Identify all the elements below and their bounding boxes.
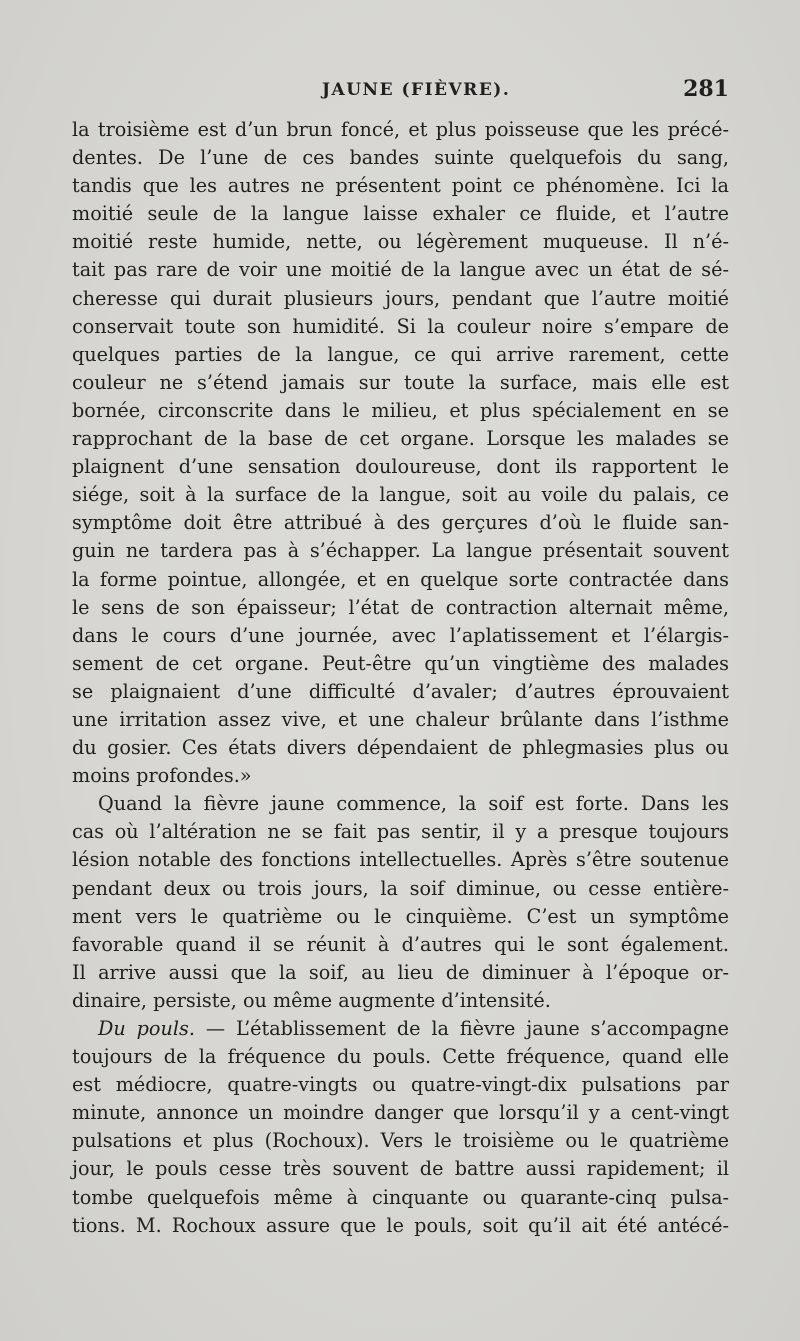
text-line: cas où l’altération ne se fait pas sentir, il y a presque toujours xyxy=(72,820,729,844)
paragraph-pouls xyxy=(72,1015,729,1240)
page-number: 281 xyxy=(683,76,729,102)
paragraph-langue xyxy=(72,116,729,790)
paragraph-soif xyxy=(72,790,729,1015)
text-line: cheresse qui durait plusieurs jours, pendant que l’autre moitié xyxy=(72,286,729,310)
text-line: conservait toute son humidité. Si la couleur noire s’empare de xyxy=(72,314,729,338)
text-line: moins profondes.» xyxy=(72,764,252,788)
text-line: lésion notable des fonctions intellectuelles. Après s’être soutenue xyxy=(72,848,729,872)
text-line: se plaignaient d’une difficulté d’avaler; d’autres éprouvaient xyxy=(72,679,729,703)
text-line: dentes. De l’une de ces bandes suinte quelquefois du sang, xyxy=(72,146,729,170)
text-line: rapprochant de la base de cet organe. Lorsque les malades se xyxy=(72,427,729,451)
text-line: du gosier. Ces états divers dépendaient de phlegmasies plus ou xyxy=(72,736,729,760)
running-head: JAUNE (FIÈVRE). xyxy=(322,80,511,100)
text-line: minute, annonce un moindre danger que lorsqu’il y a cent-vingt xyxy=(72,1101,729,1125)
text-line: guin ne tardera pas à s’échapper. La langue présentait souvent xyxy=(72,539,729,563)
text-line: dans le cours d’une journée, avec l’aplatissement et l’élargis- xyxy=(72,623,729,647)
section-lead-rest: — L’établissement de la fièvre jaune s’accompagne xyxy=(194,1017,729,1040)
text-line: toujours de la fréquence du pouls. Cette fréquence, quand elle xyxy=(72,1045,729,1069)
text-line: une irritation assez vive, et une chaleur brûlante dans l’isthme xyxy=(72,707,729,731)
text-line: ment vers le quatrième ou le cinquième. C’est un symptôme xyxy=(72,904,729,928)
text-line: Il arrive aussi que la soif, au lieu de diminuer à l’époque or- xyxy=(72,960,729,984)
page-header xyxy=(72,78,729,108)
text-line: moitié seule de la langue laisse exhaler ce fluide, et l’autre xyxy=(72,202,729,226)
text-line: dinaire, persiste, ou même augmente d’intensité. xyxy=(72,988,551,1012)
text-line: quelques parties de la langue, ce qui arrive rarement, cette xyxy=(72,342,729,366)
text-line: la forme pointue, allongée, et en quelque sorte contractée dans xyxy=(72,567,729,591)
text-line: pendant deux ou trois jours, la soif diminue, ou cesse entière- xyxy=(72,876,729,900)
section-lead: Du pouls. xyxy=(98,1017,195,1040)
text-line: Quand la fièvre jaune commence, la soif est forte. Dans les xyxy=(98,792,729,816)
text-line: jour, le pouls cesse très souvent de battre aussi rapidement; il xyxy=(72,1157,729,1181)
text-line: le sens de son épaisseur; l’état de contraction alternait même, xyxy=(72,595,729,619)
text-line: symptôme doit être attribué à des gerçures d’où le fluide san- xyxy=(72,511,729,535)
body-text xyxy=(72,116,729,1240)
text-line: plaignent d’une sensation douloureuse, dont ils rapportent le xyxy=(72,455,729,479)
text-line: tandis que les autres ne présentent point ce phénomène. Ici la xyxy=(72,174,729,198)
text-line: couleur ne s’étend jamais sur toute la surface, mais elle est xyxy=(72,370,729,394)
text-line: bornée, circonscrite dans le milieu, et plus spécialement en se xyxy=(72,398,729,422)
text-line xyxy=(72,1015,729,1043)
text-line: tait pas rare de voir une moitié de la langue avec un état de sé- xyxy=(72,258,729,282)
text-line: siége, soit à la surface de la langue, soit au voile du palais, ce xyxy=(72,483,729,507)
text-line: sement de cet organe. Peut-être qu’un vingtième des malades xyxy=(72,651,729,675)
text-line: la troisième est d’un brun foncé, et plus poisseuse que les précé- xyxy=(72,118,729,141)
text-line: moitié reste humide, nette, ou légèrement muqueuse. Il n’é- xyxy=(72,230,729,254)
text-line: favorable quand il se réunit à d’autres qui le sont également. xyxy=(72,932,729,956)
text-line: tombe quelquefois même à cinquante ou quarante-cinq pulsa- xyxy=(72,1185,729,1209)
text-line: est médiocre, quatre-vingts ou quatre-vingt-dix pulsations par xyxy=(72,1073,729,1097)
text-line: tions. M. Rochoux assure que le pouls, soit qu’il ait été antécé- xyxy=(72,1213,729,1237)
text-line: pulsations et plus (Rochoux). Vers le troisième ou le quatrième xyxy=(72,1129,729,1153)
